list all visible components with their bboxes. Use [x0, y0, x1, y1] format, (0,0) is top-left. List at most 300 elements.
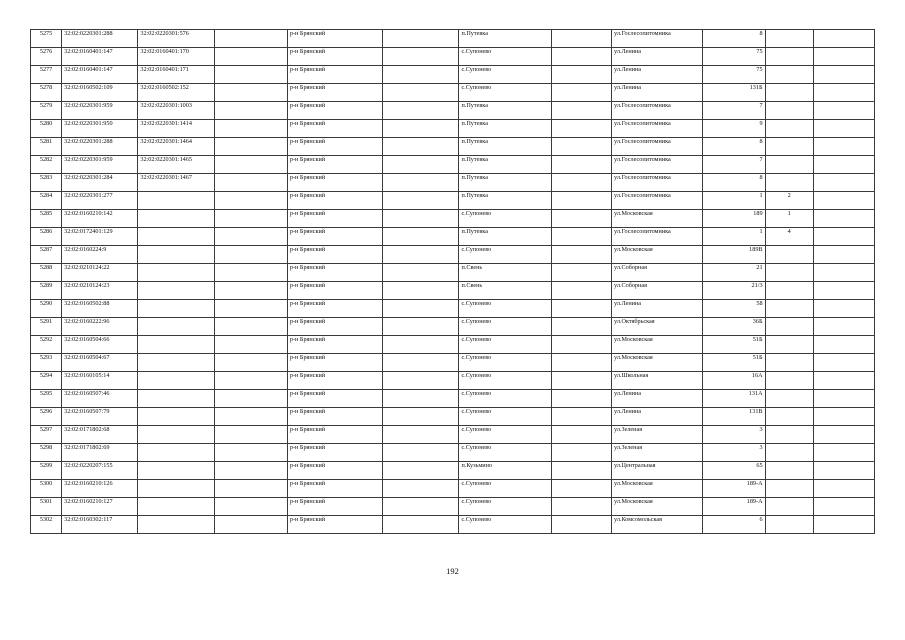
empty-cell	[551, 426, 611, 444]
empty-cell	[383, 318, 459, 336]
row-number-cell: 5283	[31, 174, 62, 192]
cadastral-number-cell: 32:02:0160504:66	[62, 336, 138, 354]
empty-cell	[551, 480, 611, 498]
building-cell	[765, 462, 813, 480]
empty-cell	[214, 462, 287, 480]
empty-cell	[214, 408, 287, 426]
cadastral-number-cell: 32:02:0160401:147	[62, 48, 138, 66]
locality-cell: с.Супонево	[459, 84, 551, 102]
row-number-cell: 5282	[31, 156, 62, 174]
locality-cell: п.Путевка	[459, 228, 551, 246]
table-row	[31, 210, 875, 228]
empty-cell	[383, 210, 459, 228]
table-row	[31, 516, 875, 534]
empty-cell	[214, 516, 287, 534]
empty-cell	[551, 48, 611, 66]
house-number-cell: 131В	[703, 408, 765, 426]
empty-cell	[551, 174, 611, 192]
building-cell	[765, 354, 813, 372]
district-cell: р-н Брянский	[287, 264, 382, 282]
empty-cell	[551, 408, 611, 426]
cadastral-number-cell: 32:02:0220301:284	[62, 174, 138, 192]
house-number-cell: 8	[703, 138, 765, 156]
apartment-cell	[813, 228, 874, 246]
house-number-cell: 1	[703, 228, 765, 246]
building-cell: 4	[765, 228, 813, 246]
district-cell: р-н Брянский	[287, 66, 382, 84]
apartment-cell	[813, 318, 874, 336]
empty-cell	[383, 192, 459, 210]
apartment-cell	[813, 300, 874, 318]
cadastral-number-2-cell	[138, 408, 214, 426]
register-table	[30, 29, 875, 534]
locality-cell: с.Супонево	[459, 318, 551, 336]
cadastral-number-cell: 32:02:0160105:14	[62, 372, 138, 390]
locality-cell: с.Супонево	[459, 480, 551, 498]
cadastral-number-cell: 32:02:0160210:126	[62, 480, 138, 498]
cadastral-number-cell: 32:02:0160210:127	[62, 498, 138, 516]
apartment-cell	[813, 498, 874, 516]
building-cell	[765, 372, 813, 390]
building-cell	[765, 138, 813, 156]
cadastral-number-cell: 32:02:0160302:117	[62, 516, 138, 534]
apartment-cell	[813, 120, 874, 138]
empty-cell	[383, 336, 459, 354]
street-cell: ул.Зеленая	[612, 426, 703, 444]
empty-cell	[551, 156, 611, 174]
empty-cell	[214, 120, 287, 138]
building-cell	[765, 84, 813, 102]
cadastral-number-cell: 32:02:0220301:277	[62, 192, 138, 210]
cadastral-number-2-cell	[138, 462, 214, 480]
cadastral-number-cell: 32:02:0160224:9	[62, 246, 138, 264]
row-number-cell: 5287	[31, 246, 62, 264]
empty-cell	[214, 246, 287, 264]
empty-cell	[551, 462, 611, 480]
district-cell: р-н Брянский	[287, 84, 382, 102]
row-number-cell: 5276	[31, 48, 62, 66]
house-number-cell: 8	[703, 174, 765, 192]
row-number-cell: 5293	[31, 354, 62, 372]
empty-cell	[551, 390, 611, 408]
empty-cell	[214, 102, 287, 120]
cadastral-number-2-cell	[138, 390, 214, 408]
building-cell	[765, 246, 813, 264]
house-number-cell: 6	[703, 516, 765, 534]
district-cell: р-н Брянский	[287, 174, 382, 192]
row-number-cell: 5294	[31, 372, 62, 390]
street-cell: ул.Ленина	[612, 408, 703, 426]
apartment-cell	[813, 48, 874, 66]
house-number-cell: 189В	[703, 246, 765, 264]
empty-cell	[551, 66, 611, 84]
empty-cell	[214, 300, 287, 318]
empty-cell	[383, 426, 459, 444]
row-number-cell: 5275	[31, 30, 62, 48]
street-cell: ул.Ленина	[612, 84, 703, 102]
locality-cell: с.Супонево	[459, 408, 551, 426]
empty-cell	[551, 372, 611, 390]
row-number-cell: 5298	[31, 444, 62, 462]
building-cell	[765, 102, 813, 120]
empty-cell	[214, 210, 287, 228]
building-cell: 1	[765, 210, 813, 228]
house-number-cell: 3	[703, 444, 765, 462]
row-number-cell: 5288	[31, 264, 62, 282]
district-cell: р-н Брянский	[287, 408, 382, 426]
cadastral-number-2-cell	[138, 318, 214, 336]
street-cell: ул.Гослесопитомника	[612, 120, 703, 138]
empty-cell	[551, 516, 611, 534]
district-cell: р-н Брянский	[287, 138, 382, 156]
row-number-cell: 5286	[31, 228, 62, 246]
table-row	[31, 120, 875, 138]
empty-cell	[551, 30, 611, 48]
cadastral-number-cell: 32:02:0160222:96	[62, 318, 138, 336]
apartment-cell	[813, 426, 874, 444]
house-number-cell: 189-А	[703, 498, 765, 516]
building-cell	[765, 480, 813, 498]
building-cell	[765, 30, 813, 48]
district-cell: р-н Брянский	[287, 228, 382, 246]
house-number-cell: 51Б	[703, 354, 765, 372]
empty-cell	[383, 228, 459, 246]
cadastral-number-2-cell: 32:02:0220301:1467	[138, 174, 214, 192]
apartment-cell	[813, 84, 874, 102]
table-row	[31, 174, 875, 192]
empty-cell	[214, 318, 287, 336]
building-cell	[765, 156, 813, 174]
district-cell: р-н Брянский	[287, 192, 382, 210]
table-row	[31, 426, 875, 444]
district-cell: р-н Брянский	[287, 102, 382, 120]
cadastral-number-cell: 32:02:0160504:67	[62, 354, 138, 372]
empty-cell	[551, 246, 611, 264]
table-body	[31, 30, 875, 534]
table-row	[31, 102, 875, 120]
district-cell: р-н Брянский	[287, 462, 382, 480]
apartment-cell	[813, 192, 874, 210]
empty-cell	[383, 246, 459, 264]
building-cell	[765, 66, 813, 84]
apartment-cell	[813, 174, 874, 192]
empty-cell	[383, 462, 459, 480]
cadastral-number-cell: 32:02:0220301:288	[62, 30, 138, 48]
cadastral-number-cell: 32:02:0160507:46	[62, 390, 138, 408]
cadastral-number-2-cell	[138, 210, 214, 228]
house-number-cell: 58	[703, 300, 765, 318]
empty-cell	[383, 444, 459, 462]
cadastral-number-2-cell	[138, 480, 214, 498]
building-cell	[765, 174, 813, 192]
street-cell: ул.Гослесопитомника	[612, 228, 703, 246]
empty-cell	[551, 444, 611, 462]
cadastral-number-cell: 32:02:0171802:68	[62, 426, 138, 444]
empty-cell	[551, 84, 611, 102]
table-row	[31, 30, 875, 48]
apartment-cell	[813, 264, 874, 282]
locality-cell: п.Путевка	[459, 30, 551, 48]
empty-cell	[383, 120, 459, 138]
building-cell	[765, 300, 813, 318]
cadastral-number-2-cell	[138, 282, 214, 300]
empty-cell	[551, 192, 611, 210]
row-number-cell: 5301	[31, 498, 62, 516]
cadastral-number-2-cell	[138, 246, 214, 264]
district-cell: р-н Брянский	[287, 444, 382, 462]
table-row	[31, 462, 875, 480]
house-number-cell: 75	[703, 66, 765, 84]
row-number-cell: 5295	[31, 390, 62, 408]
building-cell	[765, 48, 813, 66]
table-row	[31, 48, 875, 66]
cadastral-number-cell: 32:02:0210124:23	[62, 282, 138, 300]
cadastral-number-2-cell	[138, 264, 214, 282]
house-number-cell: 131Б	[703, 84, 765, 102]
empty-cell	[214, 264, 287, 282]
locality-cell: с.Супонево	[459, 300, 551, 318]
table-row	[31, 318, 875, 336]
house-number-cell: 51Б	[703, 336, 765, 354]
empty-cell	[383, 408, 459, 426]
empty-cell	[551, 336, 611, 354]
house-number-cell: 65	[703, 462, 765, 480]
apartment-cell	[813, 354, 874, 372]
row-number-cell: 5280	[31, 120, 62, 138]
row-number-cell: 5279	[31, 102, 62, 120]
apartment-cell	[813, 372, 874, 390]
locality-cell: п.Путевка	[459, 156, 551, 174]
cadastral-number-cell: 32:02:0160210:142	[62, 210, 138, 228]
empty-cell	[551, 138, 611, 156]
building-cell	[765, 426, 813, 444]
apartment-cell	[813, 336, 874, 354]
locality-cell: п.Путевка	[459, 138, 551, 156]
street-cell: ул.Ленина	[612, 48, 703, 66]
street-cell: ул.Гослесопитомника	[612, 192, 703, 210]
empty-cell	[214, 156, 287, 174]
building-cell	[765, 498, 813, 516]
street-cell: ул.Соборная	[612, 264, 703, 282]
empty-cell	[214, 282, 287, 300]
empty-cell	[214, 174, 287, 192]
cadastral-number-cell: 32:02:0220301:959	[62, 102, 138, 120]
district-cell: р-н Брянский	[287, 300, 382, 318]
district-cell: р-н Брянский	[287, 120, 382, 138]
empty-cell	[383, 372, 459, 390]
table-row	[31, 300, 875, 318]
table-row	[31, 282, 875, 300]
empty-cell	[383, 516, 459, 534]
street-cell: ул.Ленина	[612, 390, 703, 408]
cadastral-number-2-cell	[138, 444, 214, 462]
table-row	[31, 408, 875, 426]
house-number-cell: 8	[703, 30, 765, 48]
district-cell: р-н Брянский	[287, 246, 382, 264]
street-cell: ул.Октябрьская	[612, 318, 703, 336]
apartment-cell	[813, 246, 874, 264]
empty-cell	[383, 138, 459, 156]
cadastral-number-cell: 32:02:0220301:959	[62, 156, 138, 174]
empty-cell	[214, 426, 287, 444]
table-row	[31, 372, 875, 390]
building-cell	[765, 264, 813, 282]
apartment-cell	[813, 30, 874, 48]
building-cell	[765, 120, 813, 138]
page-number: 192	[446, 566, 459, 576]
house-number-cell: 16А	[703, 372, 765, 390]
street-cell: ул.Московская	[612, 336, 703, 354]
building-cell	[765, 336, 813, 354]
house-number-cell: 21	[703, 264, 765, 282]
locality-cell: с.Супонево	[459, 390, 551, 408]
row-number-cell: 5284	[31, 192, 62, 210]
street-cell: ул.Московская	[612, 210, 703, 228]
table-row	[31, 444, 875, 462]
house-number-cell: 189-А	[703, 480, 765, 498]
locality-cell: с.Супонево	[459, 354, 551, 372]
empty-cell	[383, 354, 459, 372]
apartment-cell	[813, 462, 874, 480]
building-cell	[765, 444, 813, 462]
empty-cell	[214, 48, 287, 66]
house-number-cell: 1	[703, 192, 765, 210]
district-cell: р-н Брянский	[287, 282, 382, 300]
table-row	[31, 480, 875, 498]
locality-cell: п.Кузьмино	[459, 462, 551, 480]
cadastral-number-2-cell	[138, 192, 214, 210]
locality-cell: с.Супонево	[459, 516, 551, 534]
cadastral-number-2-cell: 32:02:0220301:1414	[138, 120, 214, 138]
table-row	[31, 138, 875, 156]
apartment-cell	[813, 210, 874, 228]
district-cell: р-н Брянский	[287, 156, 382, 174]
cadastral-number-2-cell	[138, 354, 214, 372]
locality-cell: с.Супонево	[459, 444, 551, 462]
cadastral-number-2-cell: 32:02:0220301:1465	[138, 156, 214, 174]
locality-cell: п.Свень	[459, 264, 551, 282]
row-number-cell: 5299	[31, 462, 62, 480]
empty-cell	[383, 102, 459, 120]
empty-cell	[551, 318, 611, 336]
table-row	[31, 336, 875, 354]
empty-cell	[551, 498, 611, 516]
cadastral-number-cell: 32:02:0220301:950	[62, 120, 138, 138]
district-cell: р-н Брянский	[287, 30, 382, 48]
locality-cell: с.Супонево	[459, 48, 551, 66]
building-cell	[765, 390, 813, 408]
house-number-cell: 75	[703, 48, 765, 66]
district-cell: р-н Брянский	[287, 48, 382, 66]
district-cell: р-н Брянский	[287, 354, 382, 372]
cadastral-number-cell: 32:02:0160502:88	[62, 300, 138, 318]
table-row	[31, 228, 875, 246]
apartment-cell	[813, 102, 874, 120]
house-number-cell: 21/3	[703, 282, 765, 300]
district-cell: р-н Брянский	[287, 372, 382, 390]
cadastral-number-2-cell: 32:02:0160401:171	[138, 66, 214, 84]
cadastral-number-cell: 32:02:0210124:22	[62, 264, 138, 282]
street-cell: ул.Московская	[612, 480, 703, 498]
street-cell: ул.Московская	[612, 498, 703, 516]
empty-cell	[214, 444, 287, 462]
empty-cell	[383, 30, 459, 48]
street-cell: ул.Гослесопитомника	[612, 30, 703, 48]
street-cell: ул.Центральная	[612, 462, 703, 480]
building-cell	[765, 282, 813, 300]
building-cell	[765, 318, 813, 336]
apartment-cell	[813, 480, 874, 498]
district-cell: р-н Брянский	[287, 318, 382, 336]
house-number-cell: 3	[703, 426, 765, 444]
table-row	[31, 84, 875, 102]
table-row	[31, 264, 875, 282]
locality-cell: с.Супонево	[459, 426, 551, 444]
house-number-cell: 7	[703, 156, 765, 174]
empty-cell	[551, 282, 611, 300]
apartment-cell	[813, 390, 874, 408]
apartment-cell	[813, 516, 874, 534]
empty-cell	[383, 174, 459, 192]
district-cell: р-н Брянский	[287, 516, 382, 534]
house-number-cell: 131А	[703, 390, 765, 408]
street-cell: ул.Зеленая	[612, 444, 703, 462]
table-row	[31, 354, 875, 372]
cadastral-number-cell: 32:02:0160401:147	[62, 66, 138, 84]
empty-cell	[214, 228, 287, 246]
locality-cell: с.Супонево	[459, 210, 551, 228]
apartment-cell	[813, 444, 874, 462]
row-number-cell: 5285	[31, 210, 62, 228]
row-number-cell: 5302	[31, 516, 62, 534]
locality-cell: с.Супонево	[459, 372, 551, 390]
locality-cell: с.Супонево	[459, 66, 551, 84]
cadastral-number-2-cell: 32:02:0160401:170	[138, 48, 214, 66]
cadastral-number-2-cell	[138, 498, 214, 516]
row-number-cell: 5278	[31, 84, 62, 102]
empty-cell	[214, 354, 287, 372]
empty-cell	[214, 372, 287, 390]
empty-cell	[214, 138, 287, 156]
street-cell: ул.Комсомольская	[612, 516, 703, 534]
district-cell: р-н Брянский	[287, 498, 382, 516]
street-cell: ул.Гослесопитомника	[612, 156, 703, 174]
row-number-cell: 5292	[31, 336, 62, 354]
cadastral-number-2-cell	[138, 300, 214, 318]
row-number-cell: 5281	[31, 138, 62, 156]
empty-cell	[551, 102, 611, 120]
empty-cell	[214, 30, 287, 48]
empty-cell	[383, 66, 459, 84]
cadastral-number-cell: 32:02:0172401:129	[62, 228, 138, 246]
locality-cell: п.Путевка	[459, 192, 551, 210]
empty-cell	[383, 480, 459, 498]
district-cell: р-н Брянский	[287, 336, 382, 354]
row-number-cell: 5296	[31, 408, 62, 426]
empty-cell	[214, 390, 287, 408]
cadastral-number-2-cell	[138, 516, 214, 534]
locality-cell: п.Путевка	[459, 120, 551, 138]
apartment-cell	[813, 138, 874, 156]
empty-cell	[383, 264, 459, 282]
locality-cell: п.Свень	[459, 282, 551, 300]
cadastral-number-cell: 32:02:0171802:69	[62, 444, 138, 462]
cadastral-number-2-cell	[138, 372, 214, 390]
register-table-container	[30, 29, 875, 541]
cadastral-number-2-cell: 32:02:0220301:576	[138, 30, 214, 48]
empty-cell	[214, 192, 287, 210]
table-row	[31, 192, 875, 210]
